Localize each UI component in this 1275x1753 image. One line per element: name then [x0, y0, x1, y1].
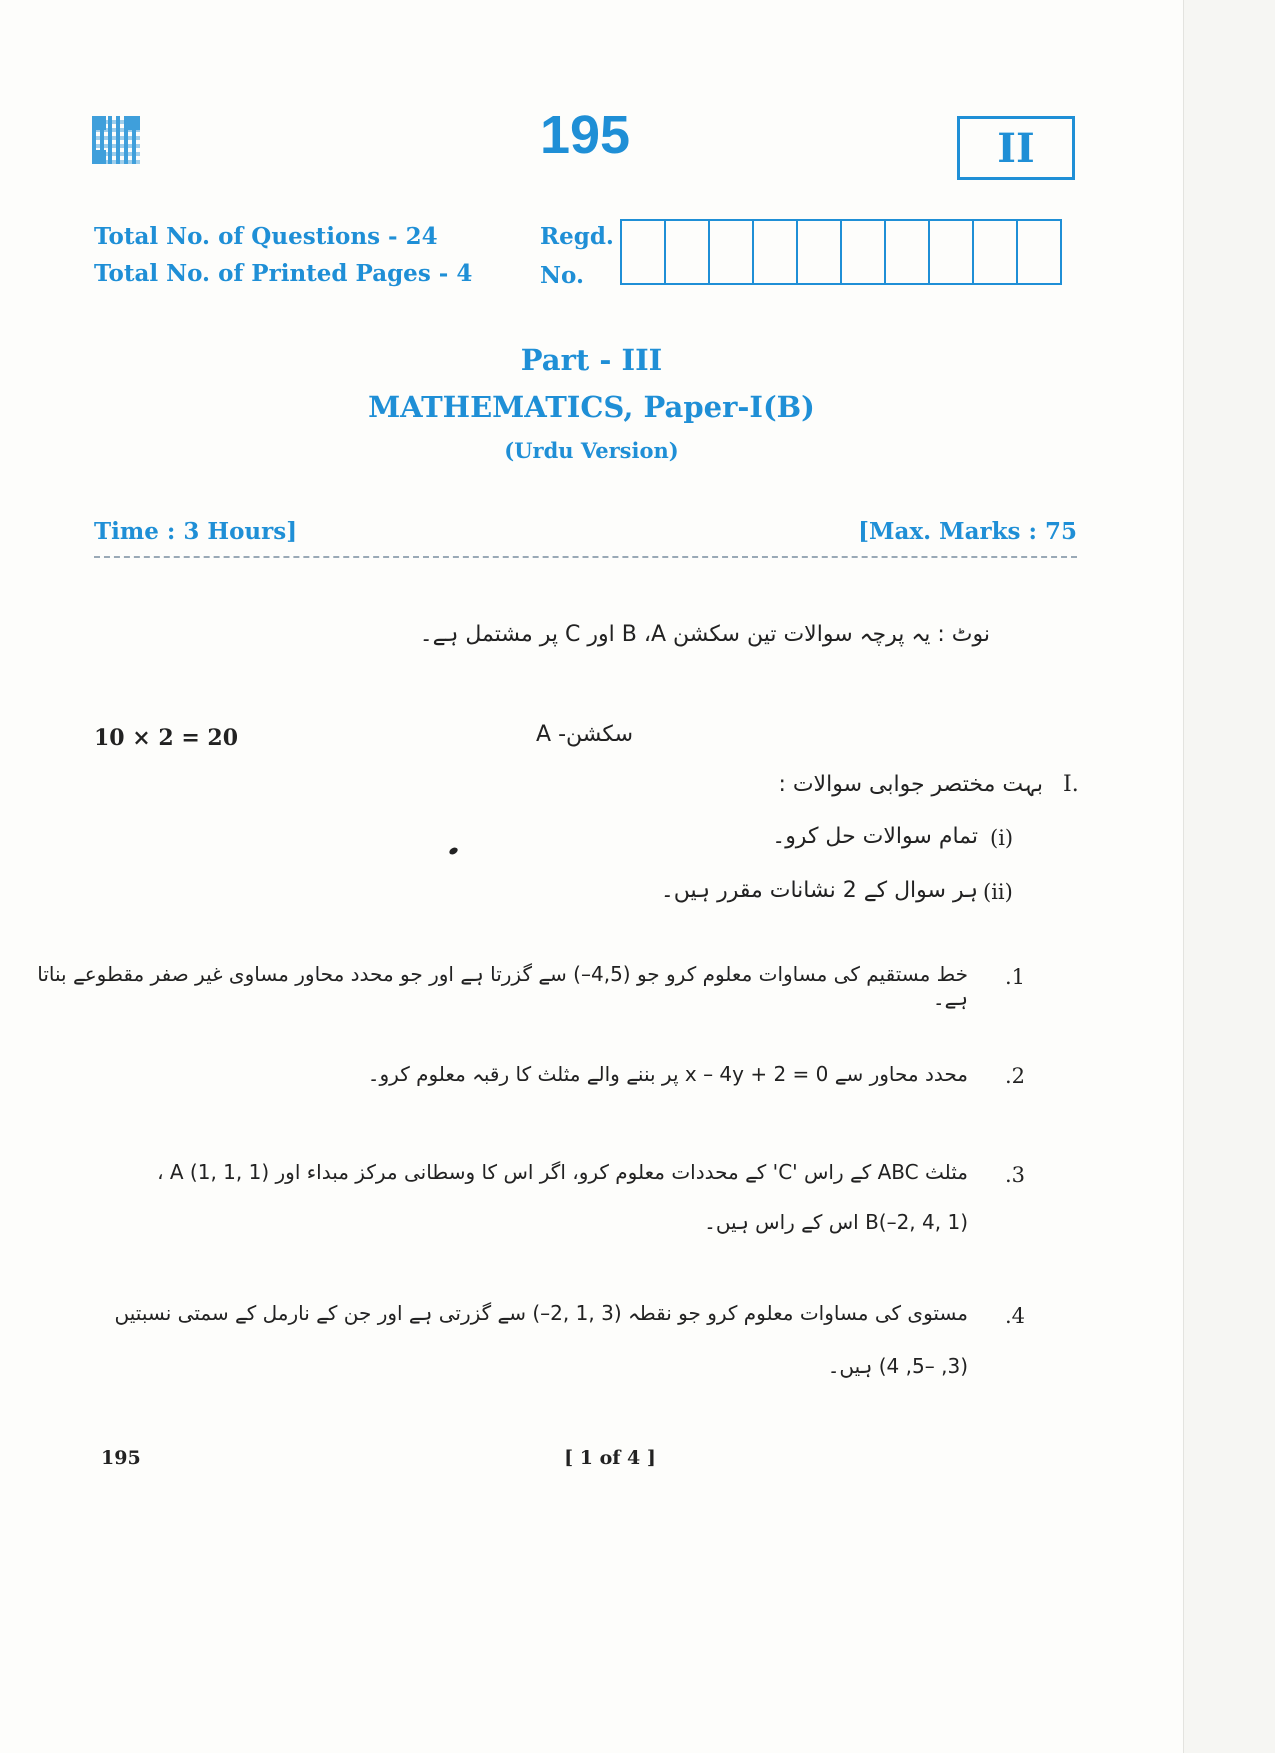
regd-digit-box[interactable]	[974, 221, 1018, 283]
instruction-text-i: تمام سوالات حل کرو۔	[772, 824, 978, 849]
registration-number-boxes[interactable]	[620, 219, 1062, 285]
time-label: Time : 3 Hours]	[94, 518, 298, 545]
regd-digit-box[interactable]	[666, 221, 710, 283]
instruction-heading: بہت مختصر جوابی سوالات :	[778, 772, 1043, 797]
question-3-line-2: B(–2, 4, 1) اس کے راس ہیں۔	[704, 1210, 968, 1234]
question-4-number: .4	[1005, 1304, 1026, 1328]
note-text: نوٹ : یہ پرچہ سوالات تین سکشن B ،A اور C پر مشتمل ہے۔	[419, 622, 990, 647]
regd-digit-box[interactable]	[754, 221, 798, 283]
header-divider	[94, 556, 1077, 558]
total-pages: Total No. of Printed Pages - 4	[94, 260, 473, 287]
question-3-number: .3	[1005, 1163, 1026, 1187]
regd-digit-box[interactable]	[1018, 221, 1062, 283]
question-3-line-1: مثلث ABC کے راس 'C' کے محددات معلوم کرو، اگر اس کا وسطانی مرکز مبداء اور A (1, 1, 1) ،	[157, 1160, 968, 1184]
regd-digit-box[interactable]	[886, 221, 930, 283]
series-box	[957, 116, 1075, 180]
regd-digit-box[interactable]	[842, 221, 886, 283]
time-marks-row	[94, 518, 1077, 545]
regd-label-2: No.	[540, 262, 584, 289]
paper-code: 195	[539, 105, 631, 165]
instruction-number: I.	[1063, 772, 1079, 797]
section-title: سکشن- A	[536, 722, 633, 747]
regd-label-1: Regd.	[540, 223, 614, 250]
qr-code-icon	[92, 116, 140, 164]
question-2-text: محدد محاور سے x – 4y + 2 = 0 پر بننے والے مثلث کا رقبہ معلوم کرو۔	[367, 1062, 968, 1086]
instruction-num-ii: (ii)	[983, 880, 1013, 904]
part-title: Part - III	[520, 343, 663, 377]
instruction-num-i: (i)	[990, 826, 1014, 850]
series-label: II	[997, 124, 1035, 172]
total-questions: Total No. of Questions - 24	[94, 223, 438, 250]
question-1-text: خط مستقیم کی مساوات معلوم کرو جو (4,5–) سے گزرتا ہے اور جو محدد محاور مساوی غیر صفر مقطوعے بناتا ہے۔	[37, 962, 968, 1010]
regd-digit-box[interactable]	[930, 221, 974, 283]
max-marks-label: [Max. Marks : 75	[858, 518, 1077, 545]
question-1-number: .1	[1005, 965, 1026, 989]
question-4-line-1: مستوی کی مساوات معلوم کرو جو نقطہ (3 ,1 ,2–) سے گزرتی ہے اور جن کے نارمل کے سمتی نسبتیں	[114, 1301, 968, 1325]
footer-code: 195	[101, 1447, 141, 1469]
instruction-text-ii: ہر سوال کے 2 نشانات مقرر ہیں۔	[660, 878, 978, 903]
regd-digit-box[interactable]	[798, 221, 842, 283]
section-marks: 10 × 2 = 20	[94, 725, 239, 751]
page-indicator: [ 1 of 4 ]	[564, 1447, 656, 1469]
question-4-line-2: (3, –5, 4) ہیں۔	[827, 1354, 968, 1378]
question-2-number: .2	[1005, 1064, 1026, 1088]
version-label: (Urdu Version)	[504, 438, 679, 463]
regd-digit-box[interactable]	[710, 221, 754, 283]
ink-speck	[448, 846, 459, 856]
regd-digit-box[interactable]	[622, 221, 666, 283]
subject-title: MATHEMATICS, Paper-I(B)	[368, 390, 815, 424]
